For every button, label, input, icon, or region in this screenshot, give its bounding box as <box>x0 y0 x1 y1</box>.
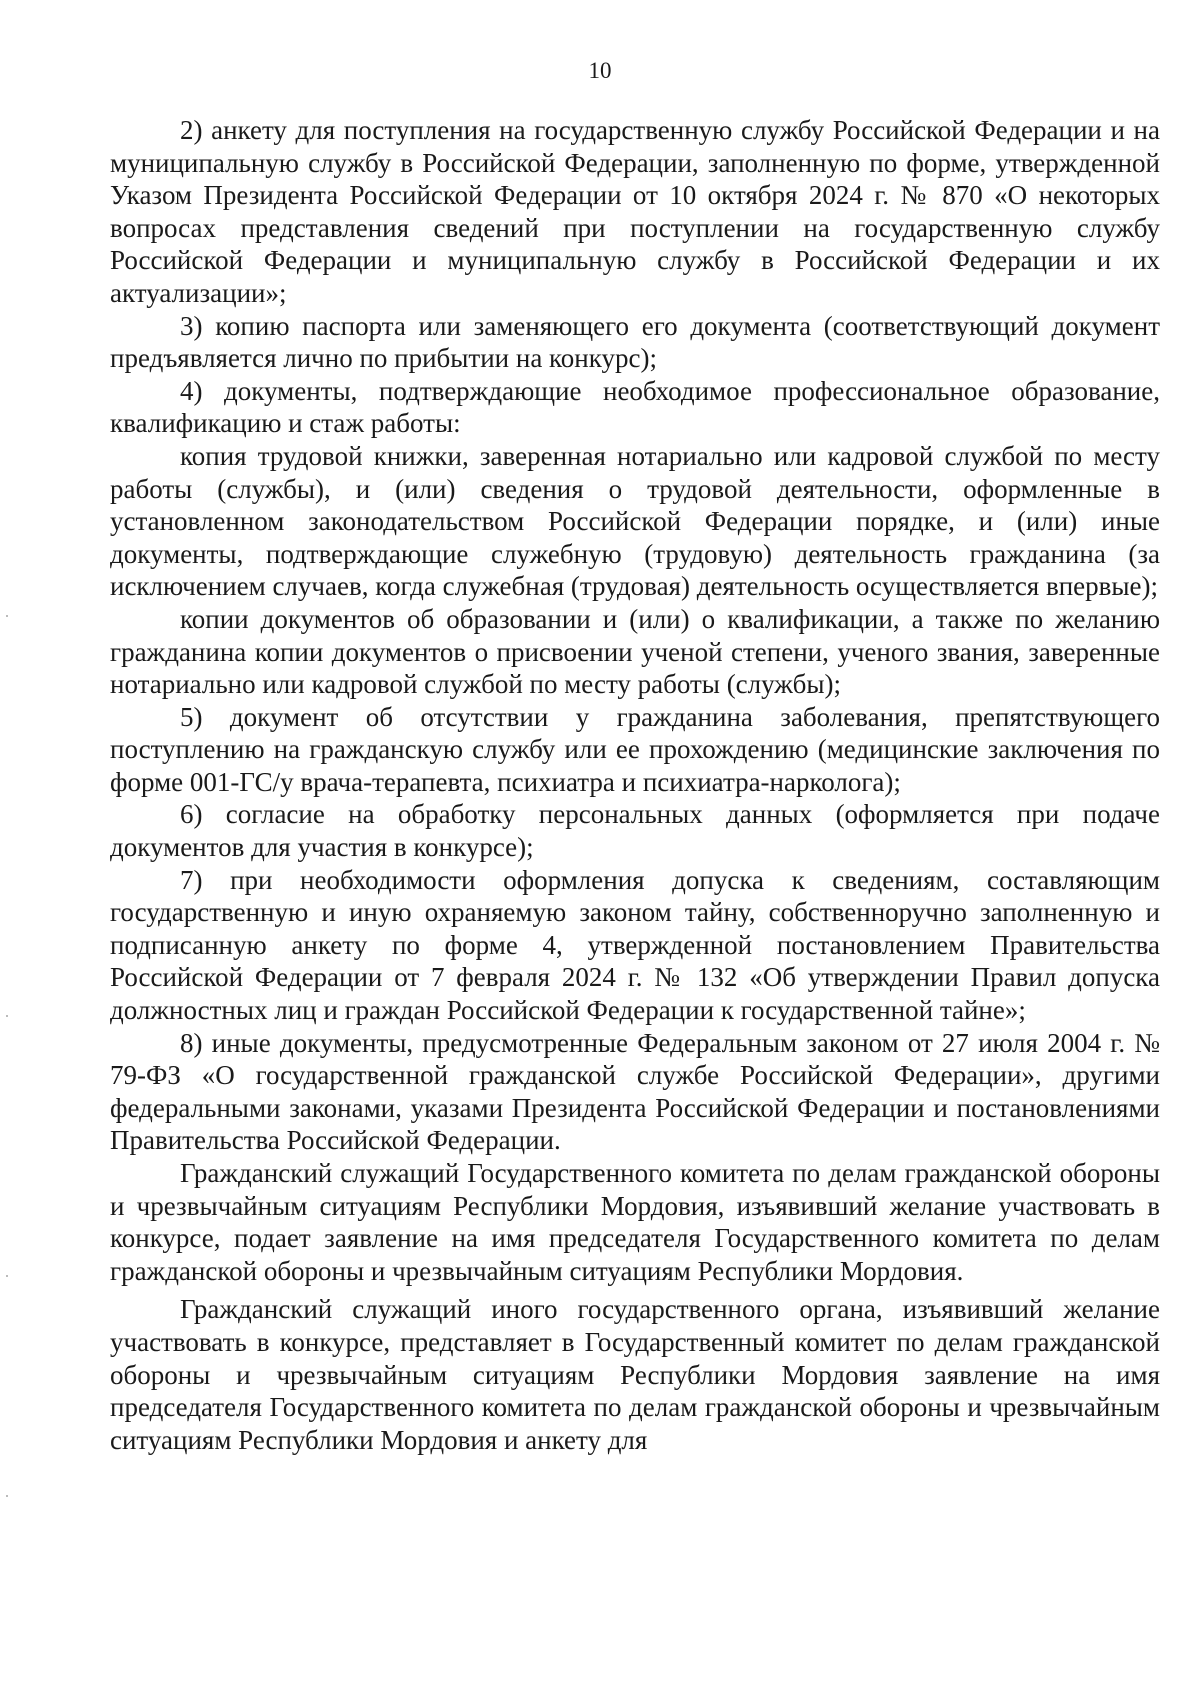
page-number: 10 <box>588 58 612 83</box>
paragraph-committee-employee: Гражданский служащий Государственного комитета по делам гражданской обороны и чрезвычайным ситуациям Республики Мордовия, изъявивший желание участвовать в конкурсе, подает заявление на имя председателя Государственного комитета по делам гражданской обороны и чрезвычайным ситуациям Республики Мордовия. <box>110 1158 1160 1286</box>
paragraph-item-7-clearance: 7) при необходимости оформления допуска к сведениям, составляющим государственную и иную охраняемую законом тайну, собственноручно заполненную и подписанную анкету по форме 4, утвержденной постановлением Правительства Российской Федерации от 7 февраля 2024 г. № 132 «Об утверждении Правил допуска должностных лиц и граждан Российской Федерации к государственной тайне»; <box>110 864 1160 1026</box>
scan-edge-mark <box>6 1015 8 1017</box>
scan-edge-mark <box>6 615 8 617</box>
paragraph-item-3-passport: 3) копию паспорта или заменяющего его документа (соответствующий документ предъявляется лично по прибытии на конкурс); <box>110 310 1160 374</box>
scan-edge-mark <box>6 1495 8 1497</box>
document-body <box>110 114 1160 1456</box>
paragraph-item-6-consent: 6) согласие на обработку персональных данных (оформляется при подаче документов для участия в конкурсе); <box>110 799 1160 863</box>
paragraph-item-4-education-docs: 4) документы, подтверждающие необходимое профессиональное образование, квалификацию и стаж работы: <box>110 375 1160 439</box>
paragraph-other-agency-employee: Гражданский служащий иного государственного органа, изъявивший желание участвовать в конкурсе, представляет в Государственный комитет по делам гражданской обороны и чрезвычайным ситуациям Республики Мордовия заявление на имя председателя Государственного комитета по делам гражданской обороны и чрезвычайным ситуациям Республики Мордовия и анкету для <box>110 1294 1160 1455</box>
paragraph-work-record-copy: копия трудовой книжки, заверенная нотариально или кадровой службой по месту работы (службы), и (или) сведения о трудовой деятельности, оформленные в установленном законодательством Российской Федерации порядке, и (или) иные документы, подтверждающие служебную (трудовую) деятельность гражданина (за исключением случаев, когда служебная (трудовая) деятельность осуществляется впервые); <box>110 440 1160 602</box>
scan-edge-mark <box>6 1275 8 1277</box>
paragraph-item-2-questionnaire: 2) анкету для поступления на государственную службу Российской Федерации и на муниципальную службу в Российской Федерации, заполненную по форме, утвержденной Указом Президента Российской Федерации от 10 октября 2024 г. № 870 «О некоторых вопросах представления сведений при поступлении на государственную службу Российской Федерации и муниципальную службу в Российской Федерации и их актуализации»; <box>110 115 1160 308</box>
paragraph-item-5-medical: 5) документ об отсутствии у гражданина заболевания, препятствующего поступлению на гражданскую службу или ее прохождению (медицинские заключения по форме 001-ГС/у врача-терапевта, психиатра и психиатра-нарколога); <box>110 701 1160 797</box>
paragraph-item-8-other-docs: 8) иные документы, предусмотренные Федеральным законом от 27 июля 2004 г. № 79-ФЗ «О государственной гражданской службе Российской Федерации», другими федеральными законами, указами Президента Российской Федерации и постановлениями Правительства Российской Федерации. <box>110 1027 1160 1156</box>
paragraph-education-copies: копии документов об образовании и (или) о квалификации, а также по желанию гражданина копии документов о присвоении ученой степени, ученого звания, заверенные нотариально или кадровой службой по месту работы (службы); <box>110 603 1160 700</box>
